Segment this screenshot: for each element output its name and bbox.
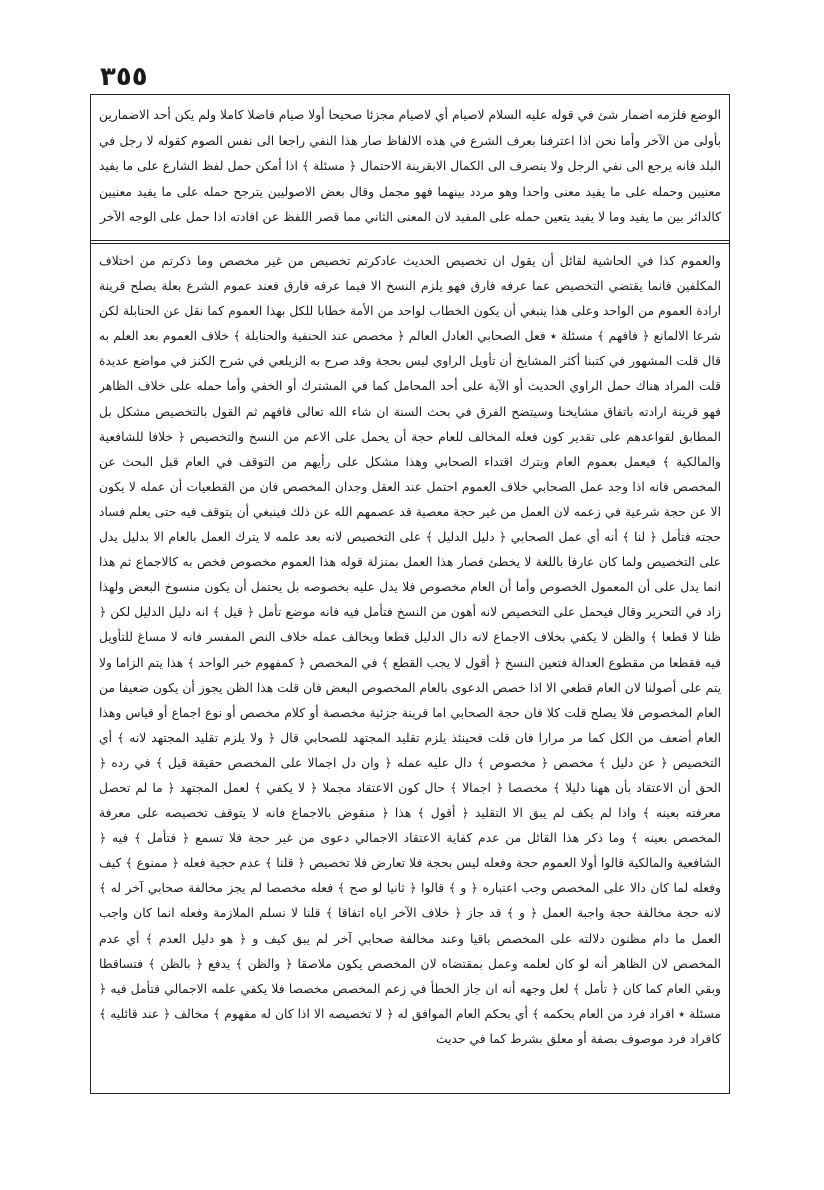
commentary-text: والعموم كذا في الحاشية لقائل أن يقول ان تخصيص الحديث عادكرتم تخصيص من غير مخصص وما ذكرتم من اختلاف المكلفين فانما يقتضي التخصيص عما عرفه فارق فهو يلزم النسخ الا فيما عرفه فارق فعند عموم الشرع بعلة يصلح قرينة ارادة العموم من الواحد وعلى هذا ينبغي أن يكون الخطاب لواحد من الأمة خطابا للكل بهذا العموم كما نقل عن الحنابلة لكن شرعا الالمانع ﴿ فافهم ﴾ مسئلة ٭ فعل الصحابي العادل العالم ﴿ مخصص عند الحنفية والحنابلة ﴾ خلاف العموم بعد العلم به قال قلت المشهور في كتبنا أكثر المشايخ أن تأويل الراوي ليس بحجة وقد صرح به الزيلعي في شرح الكنز في مواضع عديدة قلت المراد هناك حمل الراوي الحديث أو الآية على أحد المحامل كما في المشترك أو الخفي وأما حمله على خلاف الظاهر فهو قرينة ارادته باتفاق مشايخنا وسيتضح الفرق في بحث السنة ان شاء الله تعالى فافهم ثم القول بالتخصيص مشكل بل المطابق لقواعدهم على تقدير كون فعله المخالف للعام حجة أن يحمل على الاعم من النسخ والتخصيص ﴿ خلافا للشافعية والمالكية ﴾ فيعمل بعموم العام وبترك اقتداء الصحابي وهذا مشكل على رأيهم من التوقف في العام قبل البحث عن المخصص فانه اذا وجد عمل الصحابي خلاف العموم احتمل عند العقل وجدان المخصص فان من القطعيات أن عمله لا يكون الا عن حجة شرعية في زعمه لان العمل من غير حجة معصية قد عصمهم الله عن ذلك فينبغي أن يتوقف فيه حتى يعلم فساد حجته فتأمل ﴿ لنا ﴾ أنه أي عمل الصحابي ﴿ دليل الدليل ﴾ على التخصيص لانه بعد علمه لا يترك العمل بالعام الا بدليل يدل على التخصيص ولما كان عارفا باللغة لا يخطئ فصار هذا العمل بمنزلة قوله هذا العموم مخصوص فخص به كالاجماع ثم هذا انما يدل على أن المعمول الخصوص وأما أن العام مخصوص فلا يدل عليه بخصوصه بل يحتمل أن يكون منسوخ البعض ولهذا زاد في التحرير وقال فيحمل على التخصيص لانه أهون من النسخ فتأمل فيه فانه موضع تأمل ﴿ قيل ﴾ انه دليل الدليل لكن ﴿ ظنا لا قطعا ﴾ والظن لا يكفي بخلاف الاجماع لانه دال الدليل قطعا ويخالف عمله خلاف النص المفسر فانه لا مساغ للتأويل فيه فقطعا من مقطوع العدالة فتعين النسخ ﴿ أقول لا يجب القطع ﴾ في المخصص ﴿ كمفهوم خبر الواحد ﴾ هذا يتم الزاما ولا يتم على أصولنا لان العام قطعي الا اذا خصص الدعوى بالعام المخصوص البعض فان قلت هذا الظن يجوز أن يكون ضعيفا من العام المخصوص فلا يصلح قلت كلا فان حجة الصحابي اما قرينة جزئية مخصصة أو كلام مخصص أو نوع اجماع أو قياس وهذا العام أضعف من الكل كما مر مرارا فان قلت فحينئذ يلزم تقليد المجتهد للصحابي قال ﴿ ولا يلزم تقليد المجتهد لانه ﴾ أي التخصيص ﴿ عن دليل ﴾ مخصص ﴿ مخصوص ﴾ دال عليه عمله ﴿ وان دل اجمالا على المخصص حقيقة قيل ﴾ في رده ﴿ الحق أن الاعتقاد بأن ههنا دليلا ﴾ مخصصا ﴿ اجمالا ﴾ حال كون الاعتقاد مجملا ﴿ لا يكفي ﴾ لعمل المجتهد ﴿ ما لم تحصل معرفته بعينه ﴾ واذا لم يكف لم يبق الا التقليد ﴿ أقول ﴾ هذا ﴿ منقوض بالاجماع فانه لا يتوقف تخصيصه على معرفة المخصص بعينه ﴾ وما ذكر هذا القائل من عدم كفاية الاعتقاد الاجمالي دعوى من غير حجة فلا تسمع ﴿ فتأمل ﴾ فيه ﴿ الشافعية والمالكية قالوا أولا العموم حجة وفعله ليس بحجة فلا تعارض فلا تخصيص ﴿ قلنا ﴾ عدم حجية فعله ﴿ ممنوع ﴾ كيف وفعله لما كان دالا على المخصص وجب اعتباره ﴿ و ﴾ قالوا ﴿ ثانيا لو صح ﴾ فعله مخصصا لم يجز مخالفة صحابي آخر له ﴾ لانه حجة مخالفة حجة واجبة العمل ﴿ و ﴾ قد جاز ﴿ خلاف الآخر اياه اتفاقا ﴾ قلنا لا نسلم الملازمة وفعله انما كان واجب العمل ما دام مظنون دلالته على المخصص باقيا وعند مخالفة صحابي آخر لم يبق كيف و ﴿ هو دليل العدم ﴾ أي عدم المخصص لان الظاهر أنه لو كان لعلمه وعمل بمقتضاه لان المخصص يكون ملاصقا ﴿ والظن ﴾ يدفع ﴿ بالظن ﴾ فتساقطا وبقي العام كما كان ﴿ تأمل ﴾ لعل وجهه أنه ان جاز الخطأ في زعم المخصص مخصصا فلا يكفي علمه الاجمالي فتأمل فيه ﴿ مسئلة ٭ افراد فرد من العام بحكمه ﴾ أي بحكم العام الموافق له ﴿ لا تخصيصه الا اذا كان له مفهوم ﴾ مخالف ﴿ عند قائليه ﴾ كافراد فرد موصوف بصفة أو معلق بشرط كما في حديث <box>99 254 721 1046</box>
page-frame <box>90 94 730 1094</box>
main-text: الوضع فلزمه اضمار شئ في قوله عليه السلام لاصيام أي لاصيام مجزئا صحيحا أولا صيام فاضلا كاملا ولم يكن أحد الاضمارين بأولى من الآخر وأما نحن اذا اعترفنا بعرف الشرع في هذه الالفاظ صار هذا النفي راجعا الى نفس الصوم كقوله لا رجل في البلد فانه يرجع الى نفي الرجل ولا ينصرف الى الكمال الابقرينة الاحتمال ﴿ مسئلة ﴾ اذا أمكن حمل لفظ الشارع على ما يفيد معنيين وحمله على ما يفيد معنى واحدا وهو مردد بينهما فهو مجمل وقال بعض الاصوليين يترجح حمله على ما يفيد معنيين كالدائر بين ما يفيد وما لا يفيد يتعين حمله على المفيد لان المعنى الثاني مما قصر اللفظ عن افادته اذا حمل على الوجه الآخر <box>99 108 721 224</box>
main-text-block <box>99 103 721 231</box>
commentary-text-block <box>99 249 721 1085</box>
separator-rule-top <box>91 240 729 241</box>
separator-rule-bottom <box>91 243 729 244</box>
page-number: ٣٥٥ <box>100 62 148 92</box>
